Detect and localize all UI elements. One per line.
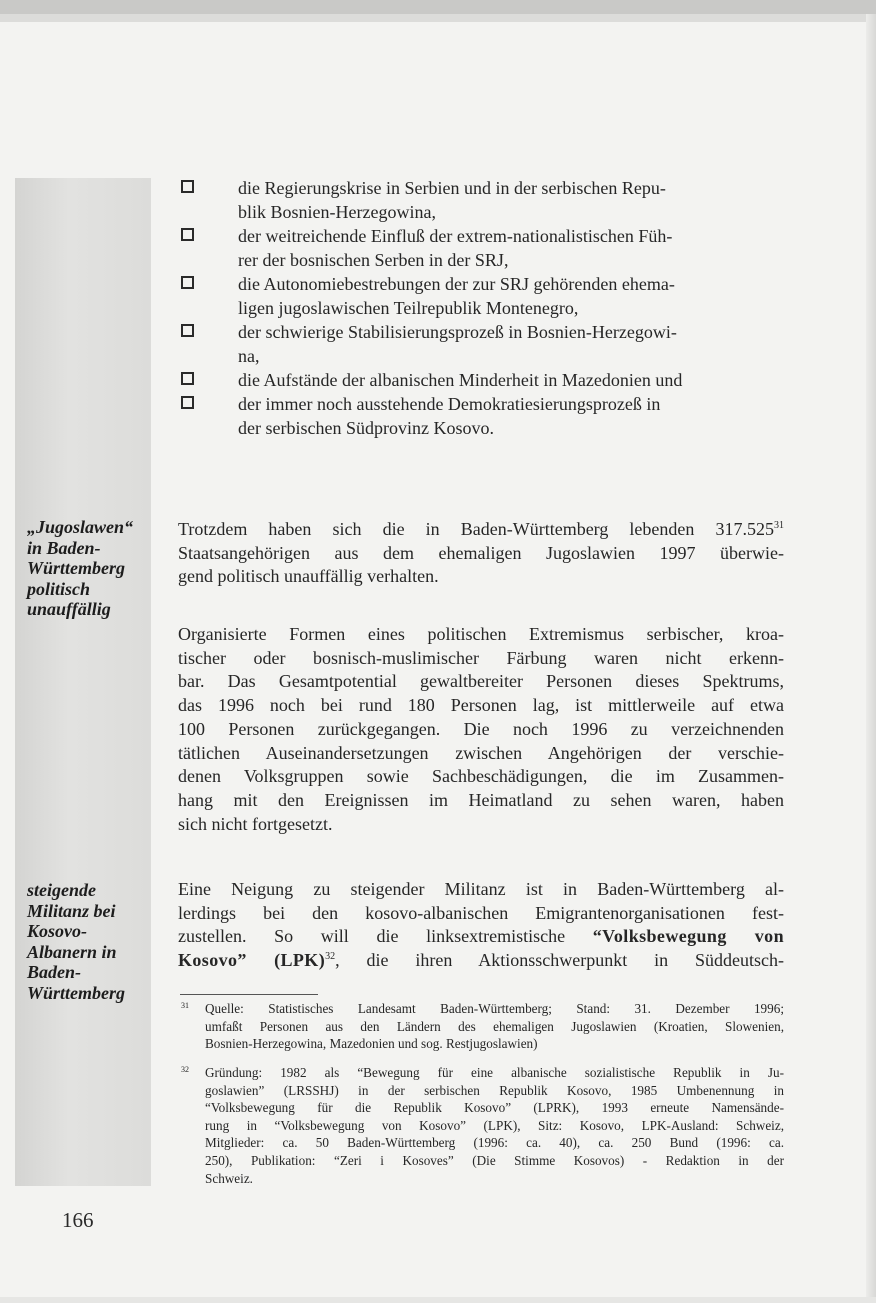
- footnote-ref-31: 31: [774, 520, 784, 531]
- bullet-text: [238, 320, 785, 368]
- organization-name: Kosovo” (LPK): [178, 950, 326, 971]
- paragraph-text: zustellen. So will die linksextremistische: [178, 926, 593, 947]
- margin-note-line: „Jugoslawen“: [27, 517, 134, 537]
- footnote-mark: 32: [181, 1065, 189, 1074]
- bullet-line: der weitreichende Einfluß der extrem-nationalistischen Füh-: [238, 226, 673, 246]
- paragraph-line: denen Volksgruppen sowie Sachbeschädigungen, die im Zusammen-: [178, 766, 784, 787]
- footnote-text: [205, 1000, 784, 1053]
- paragraph-line: das 1996 noch bei rund 180 Personen lag, ist mittlerweile auf etwa: [178, 695, 784, 716]
- bullet-line: rer der bosnischen Serben in der SRJ,: [238, 250, 509, 270]
- bullet-text: [238, 176, 785, 224]
- bullet-line: na,: [238, 346, 260, 366]
- paragraph-line: [178, 925, 784, 949]
- margin-note-line: Württemberg: [27, 982, 126, 1003]
- bullet-item: [181, 176, 785, 224]
- paragraph-line: Eine Neigung zu steigender Militanz ist in Baden-Württemberg al-: [178, 879, 784, 899]
- margin-note-line: Baden-: [27, 962, 81, 982]
- footnote-line: Quelle: Statistisches Landesamt Baden-Württemberg; Stand: 31. Dezember 1996;: [205, 1001, 784, 1016]
- margin-note-line: Militanz bei: [27, 900, 116, 921]
- bullet-line: blik Bosnien-Herzegowina,: [238, 202, 436, 222]
- margin-note-line: steigende: [27, 880, 96, 900]
- paragraph-unauffaellig: [178, 518, 784, 589]
- paragraph-line: 100 Personen zurückgegangen. Die noch 1996 zu verzeichnenden: [178, 718, 784, 739]
- margin-note-line: Albanern in: [27, 941, 117, 962]
- margin-note-line: in Baden-: [27, 537, 101, 558]
- margin-note-line: politisch: [27, 578, 91, 599]
- footnote-line: “Volksbewegung für die Republik Kosovo” (LPRK), 1993 erneute Namensände-: [205, 1100, 784, 1116]
- bullet-line: die Autonomiebestrebungen der zur SRJ gehörenden ehema-: [238, 274, 675, 294]
- paragraph-line: [178, 949, 784, 973]
- scan-bottom-edge: [0, 1297, 876, 1303]
- paragraph-line: lerdings bei den kosovo-albanischen Emigrantenorganisationen fest-: [178, 902, 784, 923]
- bullet-text: [238, 368, 785, 392]
- footnote-separator: [180, 994, 318, 995]
- footnote-line: Bosnien-Herzegowina, Mazedonien und sog. Restjugoslawien): [205, 1036, 538, 1052]
- checkbox-bullet-icon: [181, 396, 194, 409]
- bullet-line: die Aufstände der albanischen Minderheit in Mazedonien und: [238, 370, 683, 390]
- bullet-item: [181, 272, 785, 320]
- paragraph-text: Trotzdem haben sich die in Baden-Württemberg lebenden 317.525: [178, 519, 774, 539]
- bullet-line: der serbischen Südprovinz Kosovo.: [238, 418, 494, 438]
- bullet-list: [181, 176, 785, 440]
- margin-note-line: unauffällig: [27, 599, 111, 619]
- bullet-line: ligen jugoslawischen Teilrepublik Montenegro,: [238, 298, 579, 318]
- bullet-line: der immer noch ausstehende Demokratiesierungsprozeß in: [238, 394, 661, 414]
- paragraph-line: tischer oder bosnisch-muslimischer Färbung waren nicht erkenn-: [178, 647, 784, 668]
- footnote-line: rung in “Volksbewegung von Kosovo” (LPK), Sitz: Kosovo, LPK-Ausland: Schweiz,: [205, 1117, 784, 1133]
- organization-name: “Volksbewegung von: [592, 926, 784, 947]
- scan-top-band: [0, 0, 876, 14]
- footnote-line: goslawien” (LRSSHJ) in der serbischen Republik Kosovo, 1985 Umbenennung in: [205, 1082, 784, 1098]
- footnote-32: [181, 1064, 784, 1187]
- paragraph-line: [178, 518, 784, 542]
- paragraph-line: Staatsangehörigen aus dem ehemaligen Jugoslawien 1997 überwie-: [178, 542, 784, 563]
- paragraph-line: bar. Das Gesamtpotential gewaltbereiter Personen dieses Spektrums,: [178, 671, 784, 692]
- footnote-line: 250), Publikation: “Zeri i Kosoves” (Die Stimme Kosovos) - Redaktion in der: [205, 1152, 784, 1168]
- checkbox-bullet-icon: [181, 372, 194, 385]
- bullet-line: der schwierige Stabilisierungsprozeß in Bosnien-Herzegowi-: [238, 322, 677, 342]
- paragraph-extremismus: [178, 623, 784, 836]
- footnote-text: [205, 1064, 784, 1187]
- footnote-31: [181, 1000, 784, 1053]
- paragraph-militanz: [178, 878, 784, 973]
- bullet-line: die Regierungskrise in Serbien und in der serbischen Repu-: [238, 178, 666, 198]
- scan-top-edge: [0, 14, 876, 22]
- footnote-line: Mitglieder: ca. 50 Baden-Württemberg (1996: ca. 40), ca. 250 Bund (1996: ca.: [205, 1135, 784, 1151]
- bullet-item: [181, 392, 785, 440]
- footnote-line: Gründung: 1982 als “Bewegung für eine albanische sozialistische Republik in Ju-: [205, 1065, 784, 1080]
- paragraph-text: , die ihren Aktionsschwerpunkt in Süddeutsch-: [335, 950, 784, 971]
- footnote-mark: 31: [181, 1001, 189, 1010]
- margin-note-jugoslawen: [27, 517, 151, 620]
- margin-sidebar: [15, 178, 151, 1186]
- checkbox-bullet-icon: [181, 228, 194, 241]
- margin-note-militanz: [27, 880, 151, 1003]
- bullet-text: [238, 224, 785, 272]
- page-number: 166: [62, 1208, 94, 1232]
- bullet-item: [181, 368, 785, 392]
- bullet-text: [238, 392, 785, 440]
- checkbox-bullet-icon: [181, 180, 194, 193]
- paragraph-line: Organisierte Formen eines politischen Extremismus serbischer, kroa-: [178, 624, 784, 644]
- paragraph-line: sich nicht fortgesetzt.: [178, 813, 333, 834]
- paragraph-line: hang mit den Ereignissen im Heimatland zu sehen waren, haben: [178, 789, 784, 810]
- checkbox-bullet-icon: [181, 276, 194, 289]
- bullet-item: [181, 224, 785, 272]
- bullet-text: [238, 272, 785, 320]
- paragraph-line: tätlichen Auseinandersetzungen zwischen Angehörigen der verschie-: [178, 742, 784, 763]
- bullet-item: [181, 320, 785, 368]
- footnote-ref-32: 32: [325, 951, 336, 963]
- checkbox-bullet-icon: [181, 324, 194, 337]
- footnote-line: Schweiz.: [205, 1170, 253, 1186]
- scan-right-edge: [866, 14, 876, 1303]
- footnote-line: umfaßt Personen aus den Ländern des ehemaligen Jugoslawien (Kroatien, Slowenien,: [205, 1018, 784, 1034]
- margin-note-line: Kosovo-: [27, 921, 87, 941]
- paragraph-line: gend politisch unauffällig verhalten.: [178, 566, 439, 587]
- margin-note-line: Württemberg: [27, 558, 126, 578]
